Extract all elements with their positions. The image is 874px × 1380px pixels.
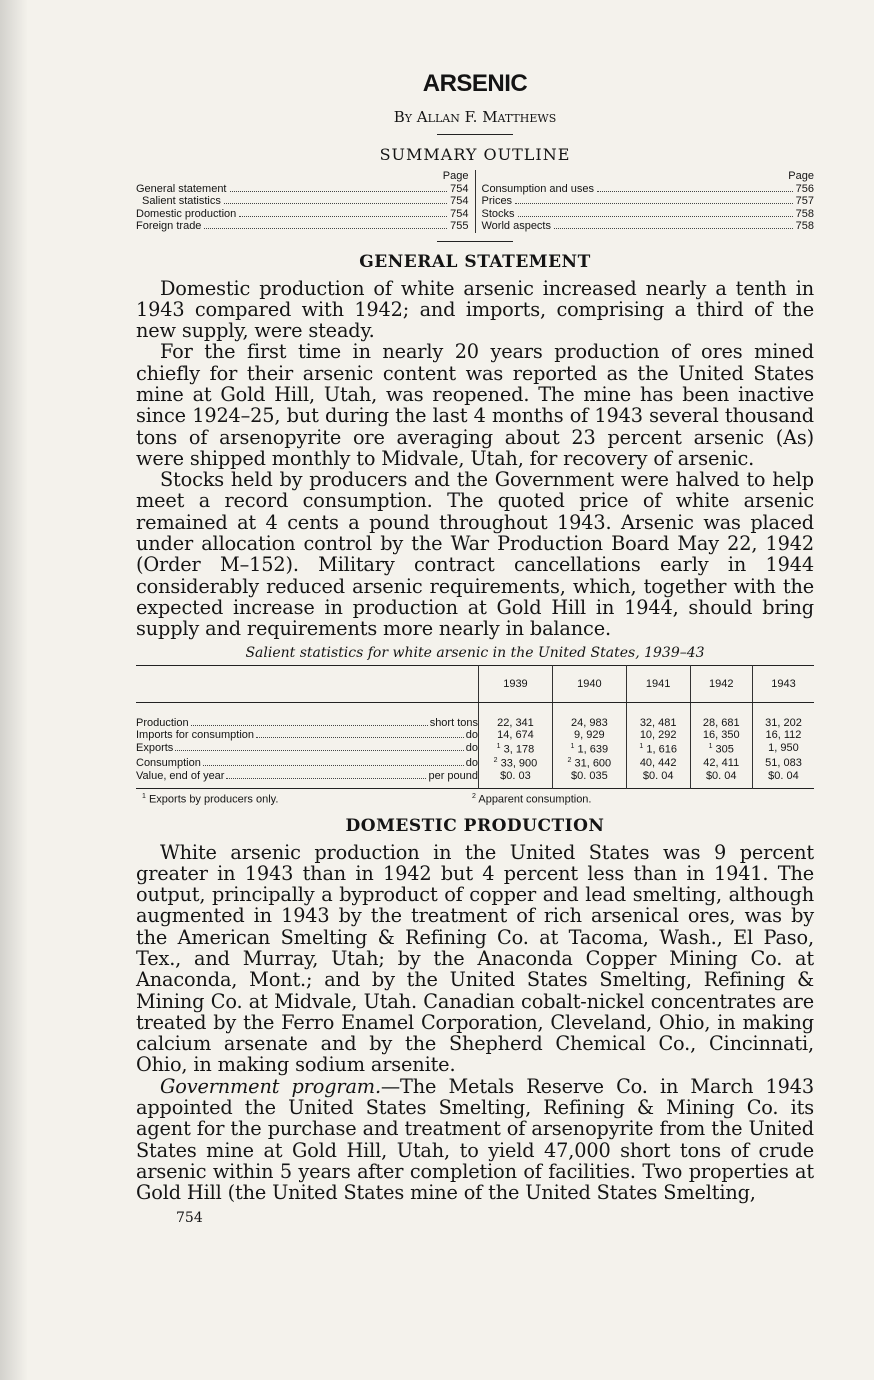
row-unit: per pound xyxy=(428,769,478,782)
outline-left-column xyxy=(136,170,476,233)
table-row xyxy=(136,702,814,729)
footnote-marker: 2 xyxy=(493,757,498,765)
table-cell: $^1$ 1, 616 xyxy=(626,741,690,756)
outline-entry-page: 755 xyxy=(450,220,469,232)
outline-page-label: Page xyxy=(442,170,469,182)
table-cell: 51, 083 xyxy=(752,755,814,770)
outline-entry xyxy=(136,183,469,196)
table-row xyxy=(136,755,814,770)
table-cell: 16, 350 xyxy=(690,729,752,741)
outline-entry xyxy=(482,220,815,233)
footnote-2: $^2$ Apparent consumption. xyxy=(472,792,592,806)
outline-entry-label: Prices xyxy=(481,195,513,207)
table-cell: $0. 04 xyxy=(752,770,814,789)
table-header-row xyxy=(136,665,814,702)
year-header: 1943 xyxy=(752,665,814,702)
page-title: ARSENIC xyxy=(422,70,528,97)
table-cell: $0. 035 xyxy=(552,770,626,789)
table-row xyxy=(136,729,814,741)
table-cell: 40, 442 xyxy=(626,755,690,770)
table-row xyxy=(136,741,814,756)
outline-rule xyxy=(437,241,513,242)
outline-entry-page: 754 xyxy=(450,207,469,220)
outline-entry-page: 757 xyxy=(795,195,814,207)
outline-right-column xyxy=(482,170,815,233)
outline-entry-label: World aspects xyxy=(481,220,551,232)
footnote-marker: 1 xyxy=(708,742,713,750)
outline-entry-page: 758 xyxy=(795,207,814,220)
body-paragraph: Government program.—The Metals Reserve Co. in March 1943 appointed the United States Smelting, Refining & Mining Co. its agent for the purchase and treatment of arsenopyrite from the United States mine at Gold Hill, Utah, to yield 47,000 short tons of crude arsenic within 5 years after completion of facilities. Two properties at Gold Hill (the United States mine of the United States Smelting, xyxy=(136,1074,814,1205)
document-page xyxy=(136,70,814,1226)
scan-edge-shadow xyxy=(0,0,28,1380)
outline-entry-label: Stocks xyxy=(481,207,515,220)
row-unit: do xyxy=(465,728,478,741)
body-paragraph: For the first time in nearly 20 years production of ores mined chiefly for their arsenic content was reported as the United States mine at Gold Hill, Utah, was reopened. The mine has been inactive since 1924–25, but during the last 4 months of 1943 several thousand tons of arsenopyrite ore averaging about 23 percent arsenic (As) were shipped monthly to Midvale, Utah, for recovery of arsenic. xyxy=(136,340,814,470)
domestic-production-heading: DOMESTIC PRODUCTION xyxy=(345,815,605,836)
footnote-marker: 1 xyxy=(639,742,644,750)
outline-entry-page: 754 xyxy=(450,195,469,207)
outline-entry-label: Foreign trade xyxy=(136,220,202,232)
table-row xyxy=(136,770,814,789)
table-cell: 28, 681 xyxy=(690,702,752,729)
outline-entry-label: Consumption and uses xyxy=(481,182,595,195)
outline-entry-label: General statement xyxy=(136,182,227,195)
outline-entry-label: Salient statistics xyxy=(142,195,221,207)
table-caption: Salient statistics for white arsenic in the United States, 1939–43 xyxy=(245,644,705,661)
year-header: 1939 xyxy=(479,665,553,702)
table-cell: 16, 112 xyxy=(752,729,814,741)
body-paragraph: Domestic production of white arsenic increased nearly a tenth in 1943 compared with 1942; and imports, comprising a third of the new supply, were steady. xyxy=(136,276,814,343)
footnote-1: $^1$ Exports by producers only. xyxy=(142,792,279,806)
outline-entry-page: 754 xyxy=(450,182,469,195)
row-unit: do xyxy=(465,741,478,754)
table-cell: 14, 674 xyxy=(479,729,553,741)
table-footnotes xyxy=(136,793,814,806)
year-header: 1941 xyxy=(626,665,690,702)
row-unit: do xyxy=(465,756,478,769)
table-cell: 24, 983 xyxy=(552,702,626,729)
row-label: Imports for consumption xyxy=(136,728,254,741)
row-label: Exports xyxy=(136,741,174,754)
outline-page-label: Page xyxy=(788,170,814,182)
table-cell: 9, 929 xyxy=(552,729,626,741)
table-cell: 10, 292 xyxy=(626,729,690,741)
table-cell: $^2$ 31, 600 xyxy=(552,755,626,770)
summary-outline xyxy=(136,170,814,233)
table-cell: $^2$ 33, 900 xyxy=(479,755,553,770)
footnote-marker: 1 xyxy=(570,742,575,750)
title-rule xyxy=(437,134,513,135)
outline-entry-page: 756 xyxy=(795,182,814,195)
row-unit: short tons xyxy=(429,716,478,729)
general-statement-heading: GENERAL STATEMENT xyxy=(359,251,591,272)
salient-statistics-table xyxy=(136,665,814,789)
table-cell: 31, 202 xyxy=(752,702,814,729)
outline-entry xyxy=(482,183,815,196)
table-cell: $^1$ 3, 178 xyxy=(479,741,553,756)
table-cell: 32, 481 xyxy=(626,702,690,729)
summary-outline-heading: SUMMARY OUTLINE xyxy=(379,145,571,164)
body-paragraph: Stocks held by producers and the Government were halved to help meet a record consumption. The quoted price of white arsenic remained at 4 cents a pound throughout 1943. Arsenic was placed under allocation control by the War Production Board May 22, 1942 (Order M–152). Military contract cancellations early in 1944 considerably reduced arsenic requirements, which, together with the expected increase in production at Gold Hill in 1944, should bring supply and requirements more nearly in balance. xyxy=(136,468,814,641)
year-header: 1940 xyxy=(552,665,626,702)
table-cell: $^1$ 305 xyxy=(690,741,752,756)
row-label: Production xyxy=(136,716,189,729)
outline-entry xyxy=(136,220,469,233)
outline-entry-page: 758 xyxy=(795,220,814,232)
table-cell: $0. 04 xyxy=(626,770,690,789)
run-in-heading: Government program. xyxy=(160,1074,381,1098)
outline-entry xyxy=(482,195,815,208)
outline-entry xyxy=(136,195,469,208)
table-cell: 1, 950 xyxy=(752,741,814,756)
outline-entry-label: Domestic production xyxy=(136,207,237,220)
body-paragraph: White arsenic production in the United States was 9 percent greater in 1943 than in 1942 but 4 percent less than in 1941. The output, principally a byproduct of copper and lead smelting, although augmented in 1943 by the treatment of rich arsenical ores, was by the American Smelting & Refining Co. at Tacoma, Wash., El Paso, Tex., and Murray, Utah; by the Anaconda Copper Mining Co. at Anaconda, Mont.; and by the United States Smelting, Refining & Mining Co. at Midvale, Utah. Canadian cobalt-nickel concentrates are treated by the Ferro Enamel Corporation, Cleveland, Ohio, in making calcium arsenate and by the Shepherd Chemical Co., Cincinnati, Ohio, in making sodium arsenite. xyxy=(136,840,814,1077)
table-cell: 42, 411 xyxy=(690,755,752,770)
byline: By Allan F. Matthews xyxy=(393,108,557,126)
footnote-marker: 1 xyxy=(496,742,501,750)
page-number: 754 xyxy=(176,1209,203,1226)
table-cell: $0. 04 xyxy=(690,770,752,789)
table-cell: 22, 341 xyxy=(479,702,553,729)
year-header: 1942 xyxy=(690,665,752,702)
table-cell: $^1$ 1, 639 xyxy=(552,741,626,756)
footnote-marker: 2 xyxy=(567,757,572,765)
row-label: Value, end of year xyxy=(136,769,225,782)
row-label: Consumption xyxy=(136,756,201,769)
table-cell: $0. 03 xyxy=(479,770,553,789)
outline-entry xyxy=(482,208,815,221)
outline-entry xyxy=(136,208,469,221)
